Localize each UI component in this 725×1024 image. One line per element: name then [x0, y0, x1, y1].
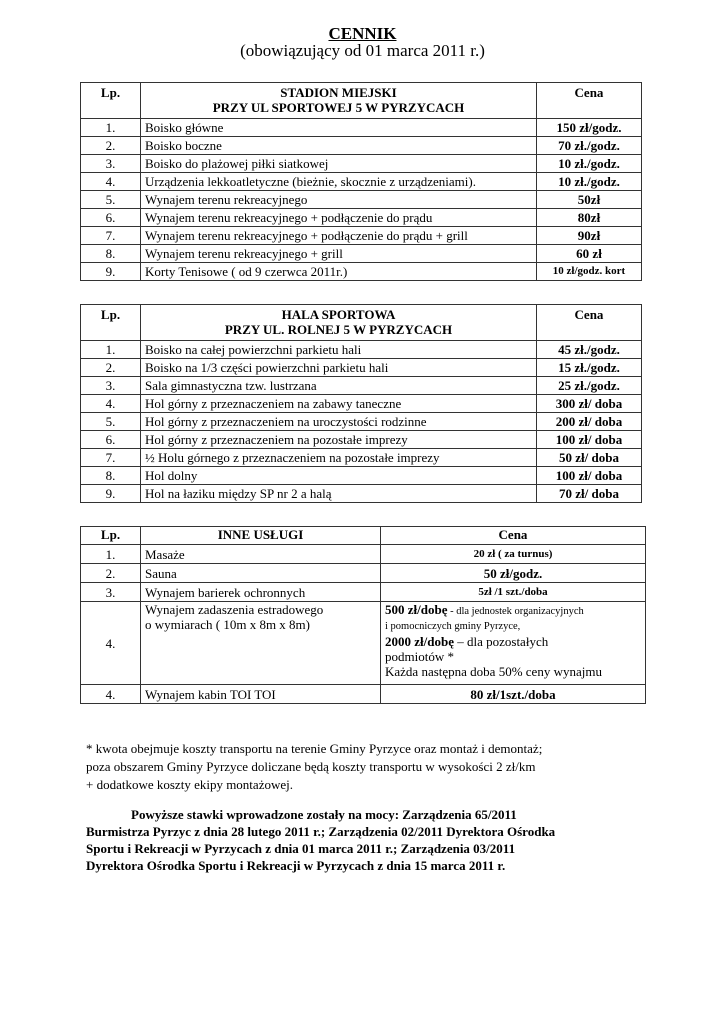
decree-line: Powyższe stawki wprowadzone zostały na mocy: Zarządzenia 65/2011	[131, 807, 517, 822]
row-service-name: Hol górny z przeznaczeniem na zabawy taneczne	[141, 395, 537, 413]
row-price: 5zł /1 szt./doba	[381, 583, 646, 602]
table-row	[81, 341, 642, 359]
stage-price-b-amount: 2000 zł/dobę	[385, 634, 454, 649]
row-price: 80 zł/1szt./doba	[381, 685, 646, 704]
row-service-name	[141, 602, 381, 685]
table-row	[81, 191, 642, 209]
table-row	[81, 137, 642, 155]
row-price: 10 zł/godz. kort	[537, 263, 642, 281]
page-title: CENNIK	[328, 24, 397, 43]
table-header-row	[81, 305, 642, 341]
row-number: 5.	[81, 413, 141, 431]
page-subtitle: (obowiązujący od 01 marca 2011 r.)	[240, 41, 485, 60]
table-row	[81, 467, 642, 485]
row-number: 2.	[81, 359, 141, 377]
section-title: STADION MIEJSKI	[280, 85, 397, 100]
row-number: 4.	[81, 173, 141, 191]
row-service-name: Hol górny z przeznaczeniem na uroczystości rodzinne	[141, 413, 537, 431]
row-number: 3.	[81, 377, 141, 395]
row-service-name: Masaże	[141, 545, 381, 564]
row-number: 6.	[81, 431, 141, 449]
row-number: 2.	[81, 137, 141, 155]
row-number: 4.	[81, 602, 141, 685]
table-row	[81, 413, 642, 431]
row-service-name: Hol górny z przeznaczeniem na pozostałe imprezy	[141, 431, 537, 449]
table-row	[81, 209, 642, 227]
row-price: 60 zł	[537, 245, 642, 263]
row-number: 9.	[81, 263, 141, 281]
row-service-name: Boisko boczne	[141, 137, 537, 155]
stage-price-a-line2: i pomocniczych gminy Pyrzyce,	[385, 621, 521, 632]
row-number: 8.	[81, 467, 141, 485]
row-number: 4.	[81, 395, 141, 413]
table-row	[81, 583, 646, 602]
row-service-name: Wynajem kabin TOI TOI	[141, 685, 381, 704]
table-row	[81, 173, 642, 191]
other-services-price-table	[80, 526, 646, 704]
row-number: 8.	[81, 245, 141, 263]
stage-price-c: Każda następna doba 50% ceny wynajmu	[385, 664, 602, 679]
decree-line: Dyrektora Ośrodka Sportu i Rekreacji w Pyrzycach z dnia 15 marca 2011 r.	[86, 858, 506, 873]
row-service-name: Wynajem terenu rekreacyjnego	[141, 191, 537, 209]
table-row	[81, 359, 642, 377]
row-service-name: Boisko główne	[141, 119, 537, 137]
row-service-name: Boisko na całej powierzchni parkietu hali	[141, 341, 537, 359]
row-service-name: Sauna	[141, 564, 381, 583]
row-price: 15 zł./godz.	[537, 359, 642, 377]
col-lp-header: Lp.	[81, 83, 141, 119]
table-row	[81, 545, 646, 564]
row-price: 50zł	[537, 191, 642, 209]
decree-line: Sportu i Rekreacji w Pyrzycach z dnia 01 marca 2011 r.; Zarządzenia 03/2011	[86, 841, 516, 856]
row-price: 50 zł/ doba	[537, 449, 642, 467]
table-row	[81, 155, 642, 173]
row-service-name: Wynajem terenu rekreacyjnego + podłączenie do prądu + grill	[141, 227, 537, 245]
table-row	[81, 119, 642, 137]
table-row-toi-toi	[81, 685, 646, 704]
table-header-row	[81, 527, 646, 545]
row-service-name: Korty Tenisowe ( od 9 czerwca 2011r.)	[141, 263, 537, 281]
table-row	[81, 431, 642, 449]
row-number: 1.	[81, 545, 141, 564]
section-title: HALA SPORTOWA	[281, 307, 396, 322]
row-price: 100 zł/ doba	[537, 431, 642, 449]
row-number: 1.	[81, 119, 141, 137]
row-service-name: Boisko na 1/3 części powierzchni parkietu hali	[141, 359, 537, 377]
row-service-name: ½ Holu górnego z przeznaczeniem na pozostałe imprezy	[141, 449, 537, 467]
row-price: 10 zł./godz.	[537, 155, 642, 173]
row-number: 3.	[81, 155, 141, 173]
row-price: 90zł	[537, 227, 642, 245]
row-service-name: Wynajem terenu rekreacyjnego + podłączenie do prądu	[141, 209, 537, 227]
row-service-name: Wynajem terenu rekreacyjnego + grill	[141, 245, 537, 263]
row-price: 20 zł ( za turnus)	[381, 545, 646, 564]
table-row	[81, 245, 642, 263]
stage-name-line1: Wynajem zadaszenia estradowego	[145, 602, 324, 617]
row-number: 4.	[81, 685, 141, 704]
row-number: 3.	[81, 583, 141, 602]
stage-price-b-desc: – dla pozostałych	[453, 634, 549, 649]
footnote	[86, 740, 638, 794]
table-row	[81, 377, 642, 395]
col-price-header: Cena	[537, 305, 642, 341]
table-row	[81, 485, 642, 503]
row-service-name: Hol na łaziku między SP nr 2 a halą	[141, 485, 537, 503]
col-lp-header: Lp.	[81, 527, 141, 545]
stage-price-b-line2: podmiotów *	[385, 649, 454, 664]
row-price: 10 zł./godz.	[537, 173, 642, 191]
footnote-line: + dodatkowe koszty ekipy montażowej.	[86, 777, 293, 792]
row-number: 5.	[81, 191, 141, 209]
row-price: 25 zł./godz.	[537, 377, 642, 395]
stage-price-a-desc: - dla jednostek organizacyjnych	[447, 606, 584, 617]
row-price: 100 zł/ doba	[537, 467, 642, 485]
table-row	[81, 263, 642, 281]
row-service-name: Boisko do plażowej piłki siatkowej	[141, 155, 537, 173]
row-price: 80zł	[537, 209, 642, 227]
row-price: 70 zł./godz.	[537, 137, 642, 155]
table-row	[81, 449, 642, 467]
col-name-header: INNE USŁUGI	[141, 527, 381, 545]
section-address: PRZY UL. ROLNEJ 5 W PYRZYCACH	[224, 322, 453, 337]
row-service-name: Sala gimnastyczna tzw. lustrzana	[141, 377, 537, 395]
row-price: 150 zł/godz.	[537, 119, 642, 137]
col-price-header: Cena	[537, 83, 642, 119]
table-row	[81, 395, 642, 413]
row-service-name: Wynajem barierek ochronnych	[141, 583, 381, 602]
row-price: 50 zł/godz.	[381, 564, 646, 583]
col-price-header: Cena	[381, 527, 646, 545]
row-number: 6.	[81, 209, 141, 227]
row-price: 70 zł/ doba	[537, 485, 642, 503]
stadium-price-table	[80, 82, 642, 281]
row-service-name: Urządzenia lekkoatletyczne (bieżnie, skocznie z urządzeniami).	[141, 173, 537, 191]
table-row	[81, 227, 642, 245]
row-number: 2.	[81, 564, 141, 583]
row-price: 200 zł/ doba	[537, 413, 642, 431]
row-number: 9.	[81, 485, 141, 503]
decree-note	[86, 806, 646, 874]
stage-price-b	[385, 634, 641, 649]
decree-line: Burmistrza Pyrzyc z dnia 28 lutego 2011 r.; Zarządzenia 02/2011 Dyrektora Ośrodka	[86, 824, 556, 839]
section-address: PRZY UL SPORTOWEJ 5 W PYRZYCACH	[212, 100, 465, 115]
row-number: 7.	[81, 449, 141, 467]
col-lp-header: Lp.	[81, 305, 141, 341]
row-number: 1.	[81, 341, 141, 359]
col-name-header	[141, 83, 537, 119]
table-header-row	[81, 83, 642, 119]
footnote-line: poza obszarem Gminy Pyrzyce doliczane będą koszty transportu w wysokości 2 zł/km	[86, 759, 536, 774]
row-price: 300 zł/ doba	[537, 395, 642, 413]
row-number: 7.	[81, 227, 141, 245]
row-price-details	[381, 602, 646, 685]
stage-price-a	[385, 602, 641, 619]
col-name-header	[141, 305, 537, 341]
footnote-line: * kwota obejmuje koszty transportu na terenie Gminy Pyrzyce oraz montaż i demontaż;	[86, 741, 543, 756]
sports-hall-price-table	[80, 304, 642, 503]
table-row-stage-rental	[81, 602, 646, 685]
stage-price-a-amount: 500 zł/dobę	[385, 602, 448, 617]
stage-name-line2: o wymiarach ( 10m x 8m x 8m)	[145, 617, 310, 632]
row-price: 45 zł./godz.	[537, 341, 642, 359]
table-row	[81, 564, 646, 583]
row-service-name: Hol dolny	[141, 467, 537, 485]
